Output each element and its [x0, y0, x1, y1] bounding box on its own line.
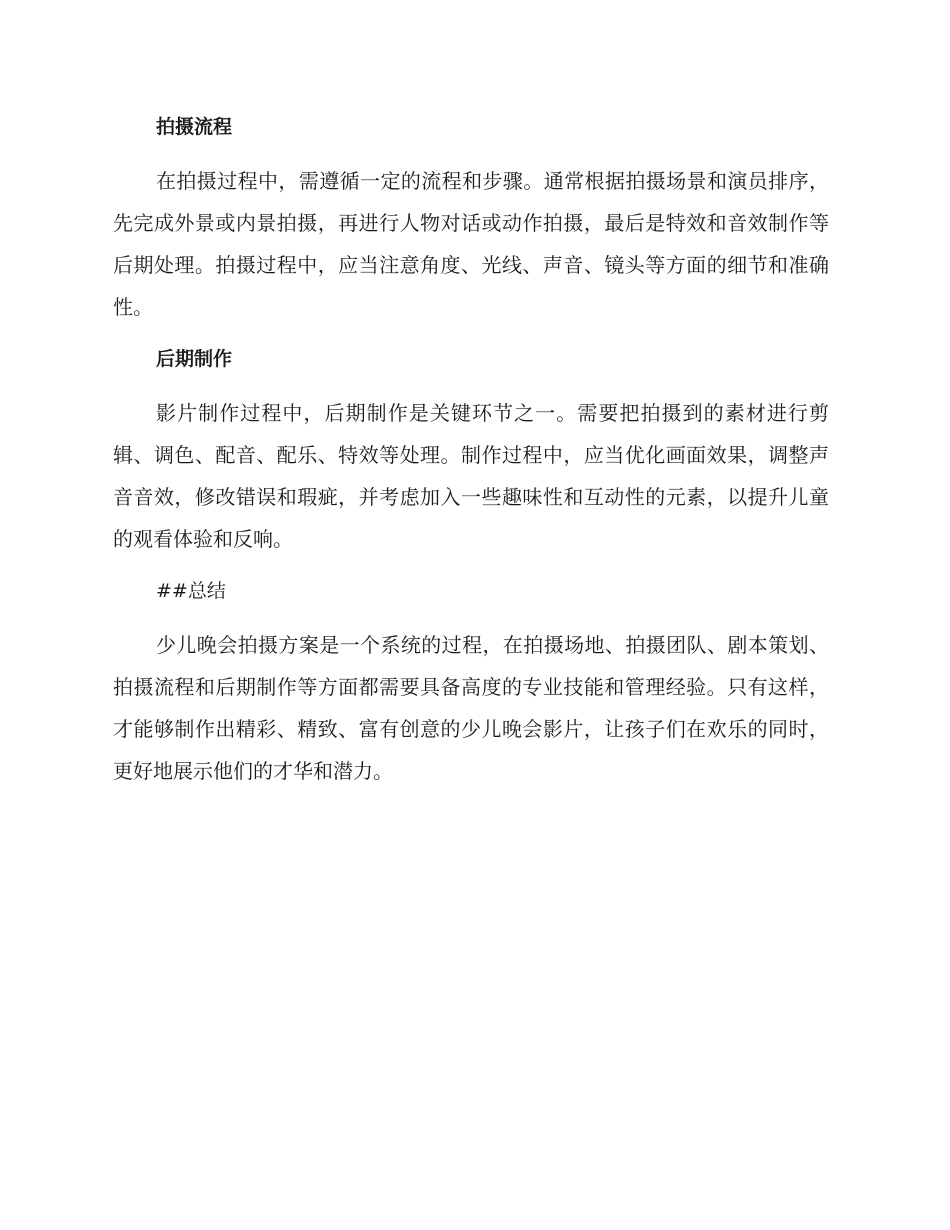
spacer — [113, 560, 829, 574]
spacer — [113, 376, 829, 392]
section-heading-shooting-process: 拍摄流程 — [156, 116, 233, 138]
spacer — [113, 328, 829, 342]
section-paragraph-shooting-process: 在拍摄过程中，需遵循一定的流程和步骤。通常根据拍摄场景和演员排序，先完成外景或内景拍摄，再进行人物对话或动作拍摄，最后是特效和音效制作等后期处理。拍摄过程中，应当注意角度、光线、声音、镜头等方面的细节和准确性。 — [113, 169, 829, 319]
spacer — [113, 608, 829, 624]
section-paragraph-post-production: 影片制作过程中，后期制作是关键环节之一。需要把拍摄到的素材进行剪辑、调色、配音、配乐、特效等处理。制作过程中，应当优化画面效果，调整声音音效，修改错误和瑕疵，并考虑加入一些趣味性和互动性的元素，以提升儿童的观看体验和反响。 — [113, 401, 829, 551]
section-heading-summary: ##总结 — [156, 580, 226, 602]
section-heading-post-production: 后期制作 — [156, 348, 233, 370]
section-paragraph-summary: 少儿晚会拍摄方案是一个系统的过程，在拍摄场地、拍摄团队、剧本策划、拍摄流程和后期制作等方面都需要具备高度的专业技能和管理经验。只有这样，才能够制作出精彩、精致、富有创意的少儿晚会影片，让孩子们在欢乐的同时，更好地展示他们的才华和潜力。 — [113, 633, 829, 783]
spacer — [113, 144, 829, 160]
document-body — [113, 110, 829, 792]
